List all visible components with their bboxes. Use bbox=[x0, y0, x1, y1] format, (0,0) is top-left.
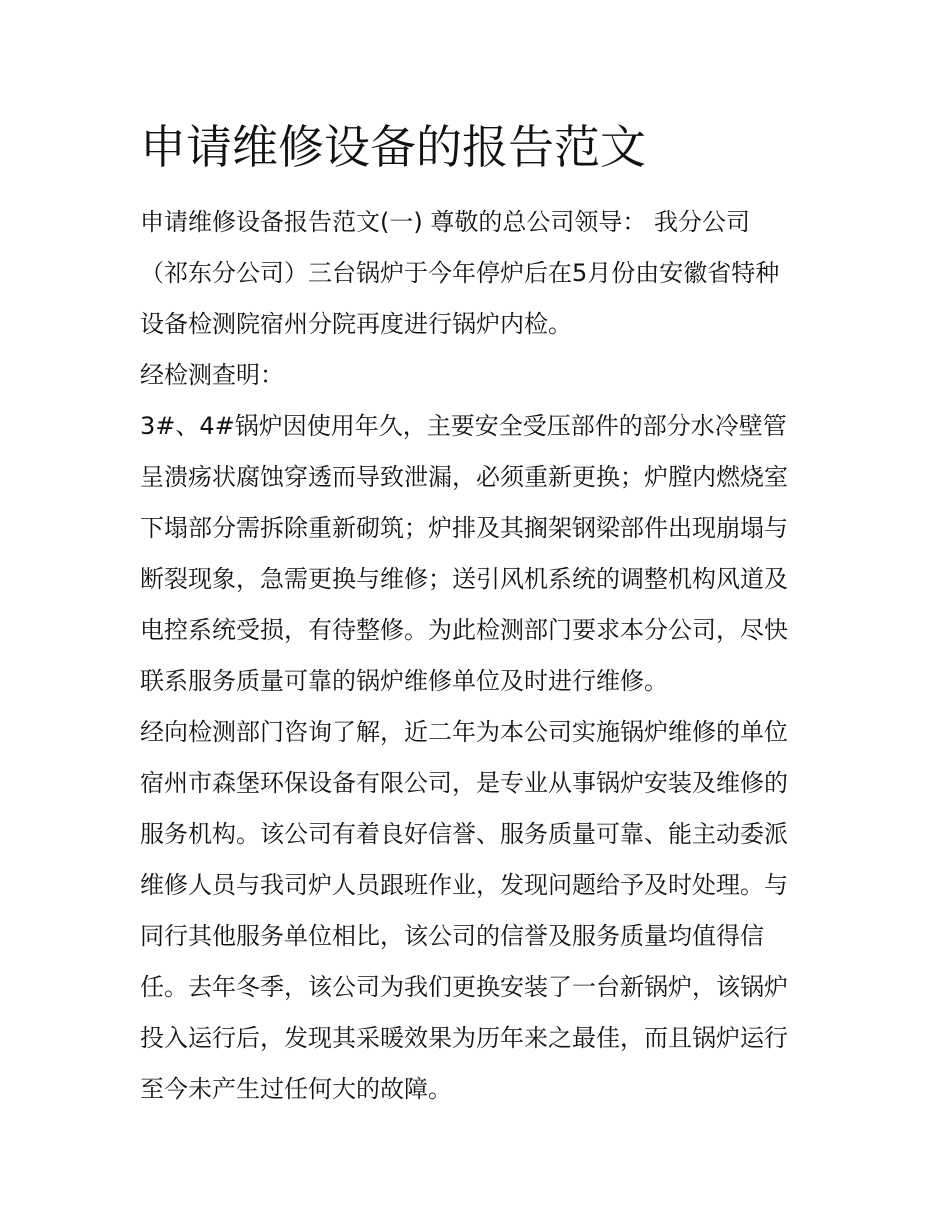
body-line: 下塌部分需拆除重新砌筑；炉排及其搁架钢梁部件出现崩塌与 bbox=[140, 514, 788, 542]
body-line: 3#、4#锅炉因使用年久，主要安全受压部件的部分水冷壁管 bbox=[140, 412, 787, 440]
body-line: （祁东分公司）三台锅炉于今年停炉后在5月份由安徽省特种 bbox=[140, 259, 780, 287]
body-line: 至今未产生过任何大的故障。 bbox=[140, 1075, 452, 1103]
body-line: 服务机构。该公司有着良好信誉、服务质量可靠、能主动委派 bbox=[140, 820, 788, 848]
body-line: 联系服务质量可靠的锅炉维修单位及时进行维修。 bbox=[140, 667, 668, 695]
body-line: 断裂现象，急需更换与维修；送引风机系统的调整机构风道及 bbox=[140, 565, 788, 593]
body-line: 任。去年冬季，该公司为我们更换安装了一台新锅炉，该锅炉 bbox=[140, 973, 788, 1001]
body-line: 申请维修设备报告范文(一) 尊敬的总公司领导： 我分公司 bbox=[140, 208, 750, 236]
body-line: 维修人员与我司炉人员跟班作业，发现问题给予及时处理。与 bbox=[140, 871, 788, 899]
document-title: 申请维修设备的报告范文 bbox=[140, 120, 646, 174]
body-line: 电控系统受损，有待整修。为此检测部门要求本分公司，尽快 bbox=[140, 616, 788, 644]
body-line: 投入运行后，发现其采暖效果为历年来之最佳，而且锅炉运行 bbox=[140, 1024, 788, 1052]
body-line: 宿州市森堡环保设备有限公司，是专业从事锅炉安装及维修的 bbox=[140, 769, 788, 797]
body-line: 同行其他服务单位相比，该公司的信誉及服务质量均值得信 bbox=[140, 922, 764, 950]
body-line: 呈溃疡状腐蚀穿透而导致泄漏，必须重新更换；炉膛内燃烧室 bbox=[140, 463, 788, 491]
body-line: 经向检测部门咨询了解，近二年为本公司实施锅炉维修的单位 bbox=[140, 718, 788, 746]
body-line: 经检测查明： bbox=[140, 361, 284, 389]
body-line: 设备检测院宿州分院再度进行锅炉内检。 bbox=[140, 310, 572, 338]
